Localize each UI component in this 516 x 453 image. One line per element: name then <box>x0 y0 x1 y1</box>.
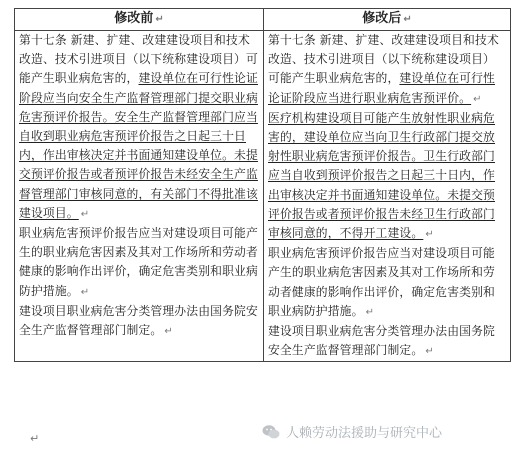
before-paragraph-2 <box>19 224 259 302</box>
before-p3-text: 建设项目职业病危害分类管理办法由国务院安全生产监督管理部门制定。 <box>19 303 258 338</box>
after-cell <box>264 31 511 362</box>
after-paragraph-3 <box>268 244 506 322</box>
after-p2-underlined: 医疗机构建设项目可能产生放射性职业病危害的，建设单位应当向卫生行政部门提交放射性职业病危害预评价报告。卫生行政部门应当自收到预评价报告之日起三十日内，作出审核决定并书面通知建设单位。未提交预评价报告或者预评价报告未经卫生行政部门审核同意的，不得开工建设。 <box>268 110 495 241</box>
para-mark: ↵ <box>164 326 173 338</box>
para-mark: ↵ <box>473 93 482 105</box>
before-paragraph-1 <box>19 31 259 224</box>
table-body-row <box>15 31 511 362</box>
before-cell <box>15 31 264 362</box>
wechat-icon <box>262 424 280 440</box>
watermark <box>262 422 442 441</box>
para-mark: ↵ <box>155 14 164 25</box>
after-p3-text: 职业病危害预评价报告应当对建设项目可能产生的职业病危害因素及其对工作场所和劳动者健康的影响作出评价，确定危害类别和职业病防护措施。 <box>268 246 495 318</box>
para-mark: ↵ <box>425 346 434 358</box>
after-paragraph-1 <box>268 31 506 109</box>
before-p1-text: 第十七条 新建、扩建、改建建设项目和技术改造、技术引进项目（以下统称建设项目）可能产生职业病危害的， <box>19 33 258 86</box>
header-after <box>264 9 511 31</box>
after-p1-text: 第十七条 新建、扩建、改建建设项目和技术改造、技术引进项目（以下统称建设项目）可能产生职业病危害的， <box>268 33 499 86</box>
trailing-para-mark: ↵ <box>30 432 40 445</box>
header-after-label: 修改后 <box>362 11 402 26</box>
para-mark: ↵ <box>403 14 412 25</box>
para-mark: ↵ <box>425 229 434 241</box>
before-p2-text: 职业病危害预评价报告应当对建设项目可能产生的职业病危害因素及其对工作场所和劳动者健康的影响作出评价，确定危害类别和职业病防护措施。 <box>19 226 258 298</box>
header-before <box>15 9 264 31</box>
after-p4-text: 建设项目职业病危害分类管理办法由国务院安全生产监督管理部门制定。 <box>268 324 495 358</box>
para-mark: ↵ <box>80 286 90 298</box>
after-p1-underlined: 建设单位在可行性论证阶段应当进行职业病危害预评价。 <box>268 71 495 105</box>
before-p1-underlined: 建设单位在可行性论证阶段应当向安全生产监督管理部门提交职业病危害预评价报告。安全生产监督管理部门应当自收到职业病危害预评价报告之日起三十日内，作出审核决定并书面通知建设单位。未提交预评价报告或者预评价报告未经安全生产监督管理部门审核同意的，有关部门不得批准该建设项目。 <box>19 71 258 220</box>
header-before-label: 修改前 <box>114 11 154 26</box>
para-mark: ↵ <box>80 208 90 220</box>
table-header-row <box>15 9 511 31</box>
after-paragraph-2 <box>268 109 506 244</box>
comparison-table <box>14 8 511 362</box>
para-mark: ↵ <box>365 306 375 318</box>
watermark-text: 人赖劳动法援助与研究中心 <box>286 426 443 441</box>
after-paragraph-4 <box>268 322 506 361</box>
before-paragraph-3 <box>19 302 259 341</box>
